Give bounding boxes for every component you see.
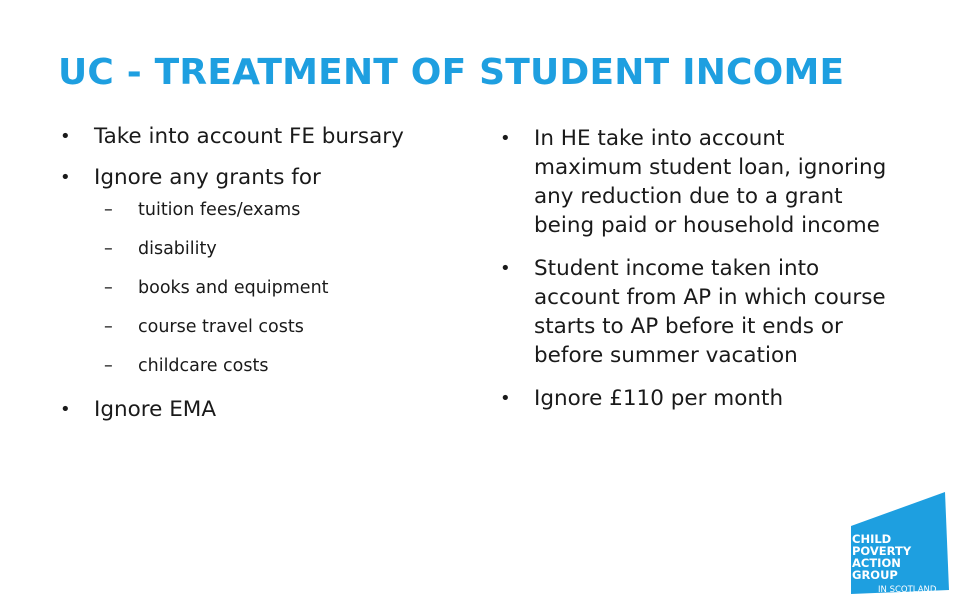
bullet-marker: • xyxy=(60,167,71,188)
logo-line: GROUP xyxy=(852,568,898,582)
logo-line: POVERTY xyxy=(852,544,912,558)
dash-marker: – xyxy=(104,239,113,259)
bullet-marker: • xyxy=(500,388,511,409)
bullet-text: Ignore EMA xyxy=(94,397,217,422)
logo-subtitle: IN SCOTLAND xyxy=(878,585,937,595)
sub-bullet-item xyxy=(94,317,458,337)
bullet-item xyxy=(498,384,898,413)
sub-bullet-list xyxy=(94,200,458,376)
logo-line: ACTION xyxy=(852,556,901,570)
bullet-text: Ignore any grants for xyxy=(94,165,321,190)
bullet-text: Student income taken into account from AP in which course starts to AP before it ends or before summer vacation xyxy=(534,256,886,368)
bullet-item xyxy=(58,122,458,151)
bullet-marker: • xyxy=(60,399,71,420)
dash-marker: – xyxy=(104,356,113,376)
sub-bullet-text: childcare costs xyxy=(138,356,269,376)
sub-bullet-item xyxy=(94,239,458,259)
sub-bullet-item xyxy=(94,356,458,376)
sub-bullet-text: tuition fees/exams xyxy=(138,200,301,220)
sub-bullet-text: course travel costs xyxy=(138,317,304,337)
bullet-item xyxy=(498,124,898,240)
bullet-text: Take into account FE bursary xyxy=(94,124,404,149)
left-bullet-list xyxy=(58,122,458,436)
slide-title: UC - TREATMENT OF STUDENT INCOME xyxy=(58,52,845,93)
bullet-text: In HE take into account maximum student loan, ignoring any reduction due to a grant being paid or household income xyxy=(534,126,887,238)
bullet-item xyxy=(498,254,898,370)
bullet-marker: • xyxy=(500,258,511,279)
dash-marker: – xyxy=(104,278,113,298)
bullet-marker: • xyxy=(60,126,71,147)
sub-bullet-item xyxy=(94,278,458,298)
bullet-text: Ignore £110 per month xyxy=(534,386,784,411)
bullet-item xyxy=(58,395,458,424)
dash-marker: – xyxy=(104,317,113,337)
sub-bullet-text: disability xyxy=(138,239,217,259)
logo-line: CHILD xyxy=(852,532,892,546)
dash-marker: – xyxy=(104,200,113,220)
sub-bullet-item xyxy=(94,200,458,220)
bullet-marker: • xyxy=(500,128,511,149)
sub-bullet-text: books and equipment xyxy=(138,278,329,298)
right-bullet-list xyxy=(498,124,898,427)
logo-wordmark xyxy=(852,533,911,581)
bullet-item xyxy=(58,163,458,376)
